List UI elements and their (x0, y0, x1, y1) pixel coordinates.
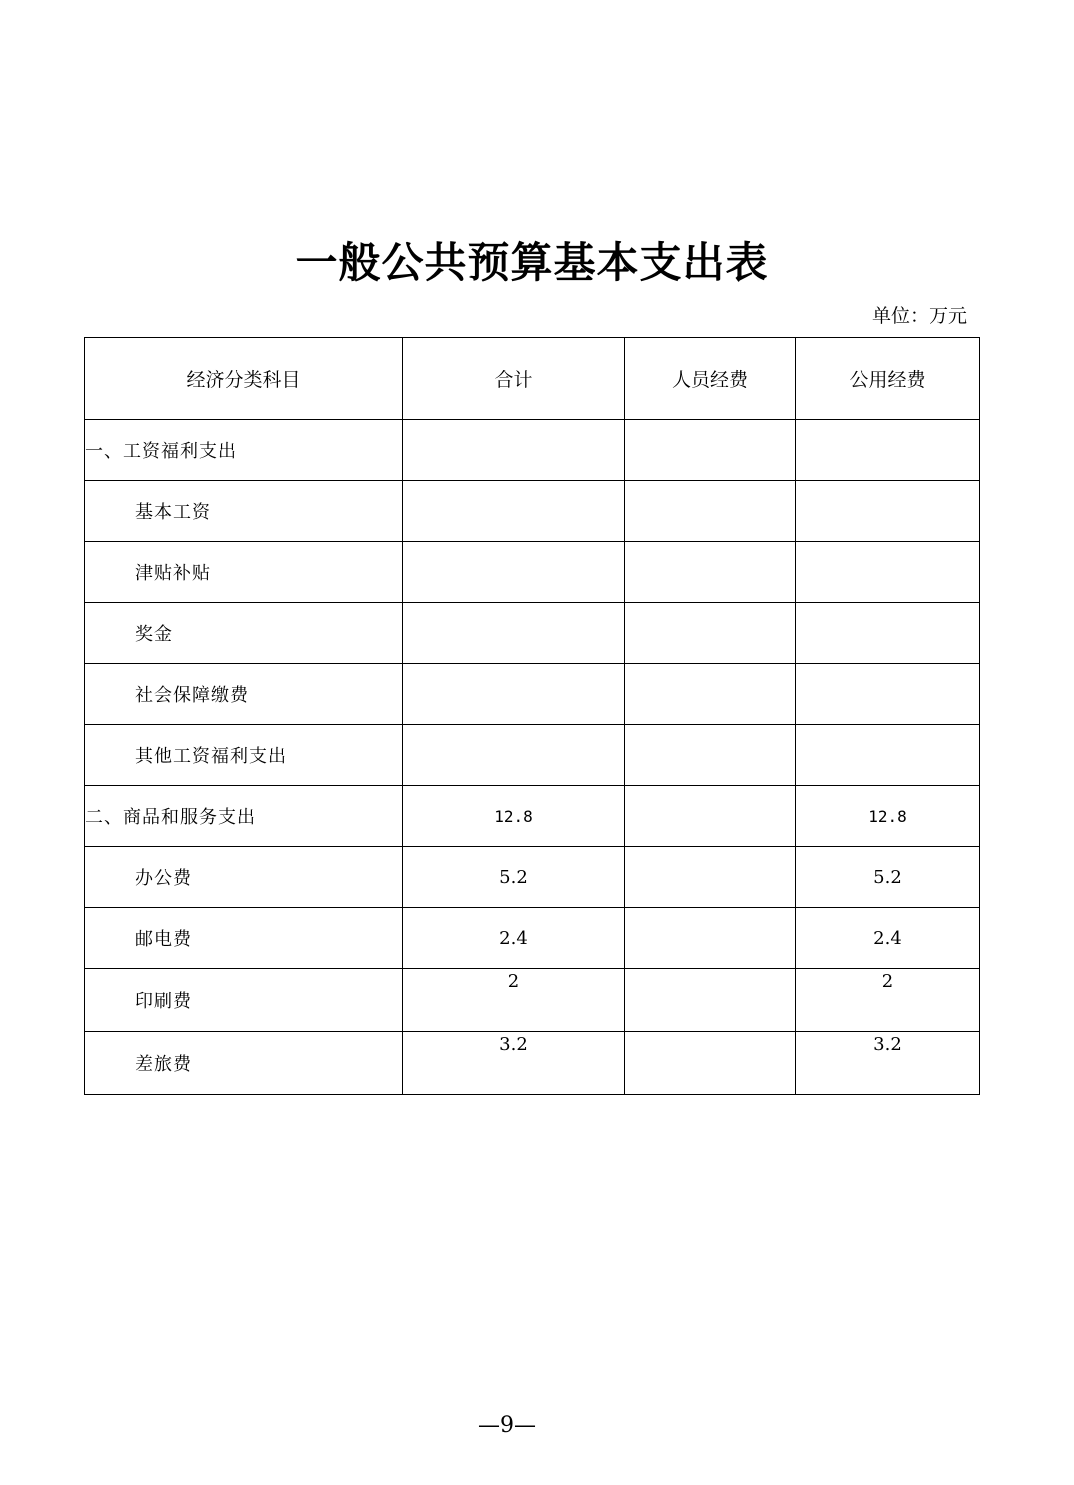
row-label: 邮电费 (85, 908, 403, 969)
total-cell (403, 542, 625, 603)
personnel-cell (625, 603, 796, 664)
row-label: 印刷费 (85, 969, 403, 1032)
table-row (85, 847, 980, 908)
personnel-cell (625, 908, 796, 969)
budget-table (84, 337, 980, 1095)
table-row (85, 481, 980, 542)
row-label: 二、商品和服务支出 (85, 786, 403, 847)
personnel-cell (625, 1032, 796, 1095)
total-cell: 2 (403, 969, 625, 1032)
table-row (85, 969, 980, 1032)
row-label: 基本工资 (85, 481, 403, 542)
personnel-cell (625, 420, 796, 481)
page-number: —9— (478, 1413, 536, 1438)
public-cell: 3.2 (796, 1032, 980, 1095)
total-cell: 5.2 (403, 847, 625, 908)
row-label: 奖金 (85, 603, 403, 664)
table-row (85, 1032, 980, 1095)
unit-label: 单位：万元 (871, 305, 967, 327)
public-cell (796, 725, 980, 786)
total-cell: 2.4 (403, 908, 625, 969)
public-cell (796, 542, 980, 603)
table-row (85, 664, 980, 725)
public-cell: 2 (796, 969, 980, 1032)
public-cell (796, 481, 980, 542)
total-cell: 12.8 (403, 786, 625, 847)
personnel-cell (625, 847, 796, 908)
total-cell (403, 420, 625, 481)
public-cell (796, 420, 980, 481)
total-cell (403, 481, 625, 542)
header-row (85, 338, 980, 420)
header-personnel: 人员经费 (625, 338, 796, 420)
personnel-cell (625, 786, 796, 847)
personnel-cell (625, 969, 796, 1032)
total-cell (403, 603, 625, 664)
table-row (85, 725, 980, 786)
public-cell (796, 603, 980, 664)
personnel-cell (625, 664, 796, 725)
row-label: 差旅费 (85, 1032, 403, 1095)
personnel-cell (625, 542, 796, 603)
public-cell: 12.8 (796, 786, 980, 847)
table-row (85, 603, 980, 664)
total-cell: 3.2 (403, 1032, 625, 1095)
table-row (85, 786, 980, 847)
total-cell (403, 725, 625, 786)
personnel-cell (625, 481, 796, 542)
page-title: 一般公共预算基本支出表 (295, 238, 769, 287)
header-public: 公用经费 (796, 338, 980, 420)
row-label: 一、工资福利支出 (85, 420, 403, 481)
public-cell: 2.4 (796, 908, 980, 969)
public-cell (796, 664, 980, 725)
header-total: 合计 (403, 338, 625, 420)
row-label: 其他工资福利支出 (85, 725, 403, 786)
table-row (85, 542, 980, 603)
row-label: 办公费 (85, 847, 403, 908)
personnel-cell (625, 725, 796, 786)
row-label: 社会保障缴费 (85, 664, 403, 725)
table-row (85, 420, 980, 481)
row-label: 津贴补贴 (85, 542, 403, 603)
header-category: 经济分类科目 (85, 338, 403, 420)
public-cell: 5.2 (796, 847, 980, 908)
table-row (85, 908, 980, 969)
total-cell (403, 664, 625, 725)
